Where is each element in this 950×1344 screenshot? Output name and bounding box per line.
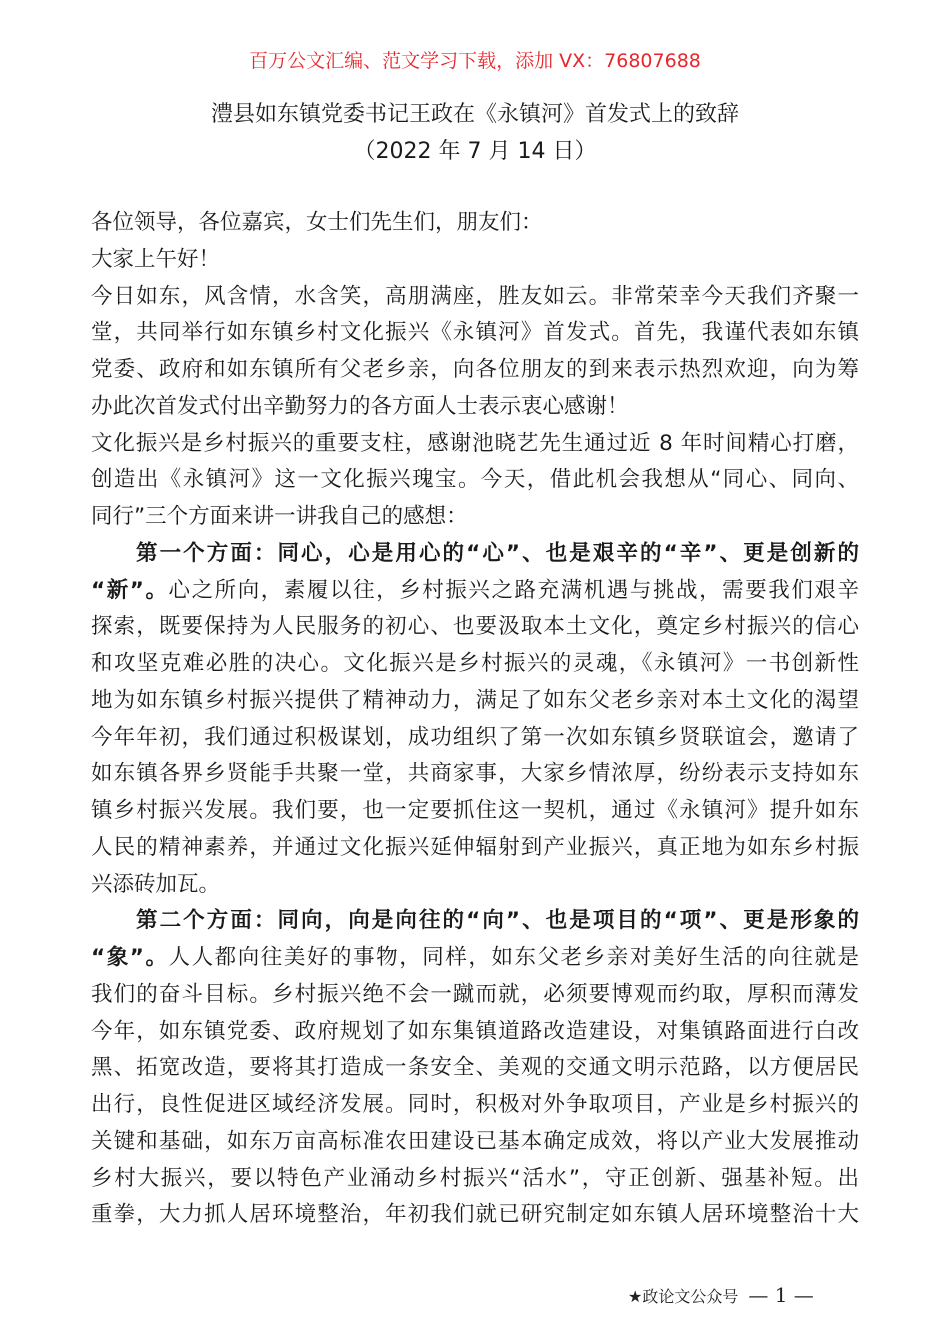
line-text: 重拳，大力抓人居环境整治，年初我们就已研究制定如东镇人居环境整治十大 <box>91 1202 859 1228</box>
line-text: 堂，共同举行如东镇乡村文化振兴《永镇河》首发式。首先，我谨代表如东镇 <box>91 320 859 346</box>
line-text: 地为如东镇乡村振兴提供了精神动力，满足了如东父老乡亲对本土文化的渴望 <box>91 687 859 713</box>
text-line <box>91 279 859 316</box>
line-text: 大家上午好！ <box>91 246 221 272</box>
text-line <box>91 609 859 646</box>
line-text: 关键和基础，如东万亩高标准农田建设已基本确定成效，将以产业大发展推动 <box>91 1128 859 1154</box>
text-line <box>91 389 859 426</box>
text-line <box>91 1197 859 1234</box>
text-line <box>91 242 859 279</box>
text-line <box>91 499 859 536</box>
line-text: 同行”三个方面来讲一讲我自己的感想： <box>91 504 468 529</box>
text-line <box>91 793 859 830</box>
text-line <box>91 1050 859 1087</box>
line-text: 办此次首发式付出辛勤努力的各方面人士表示衷心感谢！ <box>91 393 629 419</box>
text-line <box>91 940 859 977</box>
line-text: 乡村大振兴，要以特色产业涌动乡村振兴“活水”，守正创新、强基补短。出 <box>91 1165 859 1191</box>
text-line <box>91 867 859 904</box>
text-line <box>91 1124 859 1161</box>
text-line <box>91 462 859 499</box>
text-line <box>91 536 859 573</box>
line-text: 出行，良性促进区域经济发展。同时，积极对外争取项目，产业是乡村振兴的 <box>91 1092 859 1117</box>
text-line <box>91 756 859 793</box>
text-line <box>91 205 859 242</box>
text-line <box>91 352 859 389</box>
document-title: 澧县如东镇党委书记王政在《永镇河》首发式上的致辞 <box>210 102 739 127</box>
text-line <box>91 903 859 940</box>
page-number: — 1 — <box>748 1283 814 1307</box>
line-text: 党委、政府和如东镇所有父老乡亲，向各位朋友的到来表示热烈欢迎，向为筹 <box>91 357 859 382</box>
line-text: 兴添砖加瓦。 <box>91 871 221 897</box>
text-line <box>91 977 859 1014</box>
line-text: 创造出《永镇河》这一文化振兴瑰宝。今天，借此机会我想从“同心、同向、 <box>91 467 859 493</box>
line-text: 今年，如东镇党委、政府规划了如东集镇道路改造建设，对集镇路面进行白改 <box>91 1018 859 1044</box>
text-line <box>91 683 859 720</box>
text-line <box>91 720 859 757</box>
document-body <box>91 205 859 1234</box>
line-text: 心之所向，素履以往，乡村振兴之路充满机遇与挑战，需要我们艰辛 <box>168 577 859 603</box>
line-text: 黑、拓宽改造，要将其打造成一条安全、美观的交通文明示范路，以方便居民 <box>91 1055 859 1081</box>
page-footer <box>628 1283 814 1307</box>
line-text: 各位领导，各位嘉宾，女士们先生们，朋友们： <box>91 210 543 235</box>
text-line <box>91 426 859 463</box>
text-line <box>91 573 859 610</box>
bold-heading-text: 第一个方面：同心，心是用心的“心”、也是艰辛的“辛”、更是创新的 <box>136 540 859 566</box>
text-line <box>91 1087 859 1124</box>
line-text: 人民的精神素养，并通过文化振兴延伸辐射到产业振兴，真正地为如东乡村振 <box>91 834 859 860</box>
text-line <box>91 830 859 867</box>
text-line <box>91 1014 859 1051</box>
bold-heading-text: “象”。 <box>91 945 169 970</box>
document-date: （2022 年 7 月 14 日） <box>353 139 597 164</box>
text-line <box>91 1161 859 1198</box>
line-text: 我们的奋斗目标。乡村振兴绝不会一蹴而就，必须要博观而约取，厚积而薄发 <box>91 981 859 1007</box>
text-line <box>91 646 859 683</box>
line-text: 今年年初，我们通过积极谋划，成功组织了第一次如东镇乡贤联谊会，邀请了 <box>91 724 859 750</box>
bold-heading-text: 第二个方面：同向，向是向往的“向”、也是项目的“项”、更是形象的 <box>136 908 859 934</box>
line-text: 如东镇各界乡贤能手共聚一堂，共商家事，大家乡情浓厚，纷纷表示支持如东 <box>91 761 859 787</box>
watermark-banner: 百万公文汇编、范文学习下载，添加 VX：76807688 <box>249 50 701 72</box>
line-text: 镇乡村振兴发展。我们要，也一定要抓住这一契机，通过《永镇河》提升如东 <box>91 798 859 823</box>
line-text: 和攻坚克难必胜的决心。文化振兴是乡村振兴的灵魂，《永镇河》一书创新性 <box>91 651 859 676</box>
bold-heading-text: “新”。 <box>91 577 169 603</box>
line-text: 人人都向往美好的事物，同样，如东父老乡亲对美好生活的向往就是 <box>168 945 859 970</box>
footer-source: ★政论文公众号 <box>628 1287 739 1306</box>
line-text: 今日如东，风含情，水含笑，高朋满座，胜友如云。非常荣幸今天我们齐聚一 <box>91 283 859 309</box>
line-text: 文化振兴是乡村振兴的重要支柱，感谢池晓艺先生通过近 8 年时间精心打磨， <box>91 430 859 456</box>
text-line <box>91 315 859 352</box>
line-text: 探索，既要保持为人民服务的初心、也要汲取本土文化，奠定乡村振兴的信心 <box>91 614 859 640</box>
